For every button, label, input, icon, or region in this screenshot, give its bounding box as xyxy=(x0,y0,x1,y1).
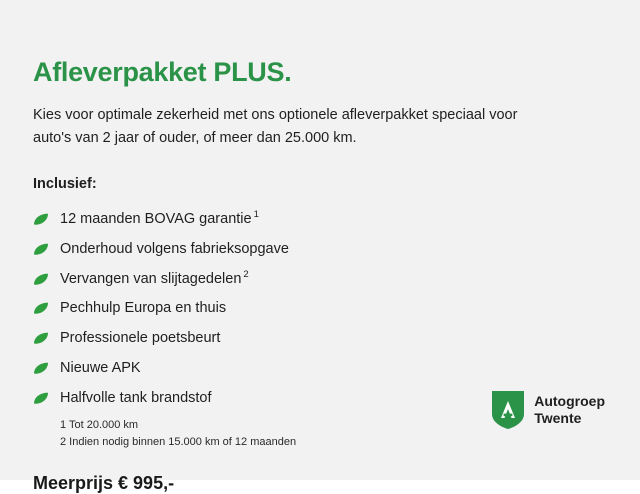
list-item-label: Nieuwe APK xyxy=(60,359,141,376)
list-item-label: Halfvolle tank brandstof xyxy=(60,389,212,406)
list-item xyxy=(33,321,593,351)
list-item-label: Pechhulp Europa en thuis xyxy=(60,300,227,317)
list-item-label: Professionele poetsbeurt xyxy=(60,330,221,347)
price-label: Meerprijs € 995,- xyxy=(33,472,175,493)
footnote-2: 2 Indien nodig binnen 15.000 km of 12 maanden xyxy=(60,435,297,448)
leaf-icon xyxy=(33,298,49,311)
leaf-icon xyxy=(33,239,49,252)
list-item xyxy=(33,351,593,381)
brand-name-line2: Twente xyxy=(534,410,582,426)
intro-paragraph: Kies voor optimale zekerheid met ons optionele afleverpakket speciaal voor auto's van 2 jaar of ouder, of meer dan 25.000 km. xyxy=(33,107,518,146)
leaf-icon xyxy=(33,388,49,401)
leaf-icon xyxy=(33,269,49,282)
list-item-footnote-ref: 2 xyxy=(243,268,249,280)
list-item xyxy=(33,202,593,232)
shield-icon xyxy=(491,390,525,430)
brand-logo xyxy=(491,390,605,430)
list-item-label: Onderhoud volgens fabrieksopgave xyxy=(60,240,289,257)
brand-name-line1: Autogroep xyxy=(534,393,605,409)
brand-name xyxy=(534,393,605,427)
list-item xyxy=(33,262,593,292)
list-item-footnote-ref: 1 xyxy=(253,209,259,220)
list-item-label: 12 maanden BOVAG garantie xyxy=(60,210,252,227)
list-item-label: Vervangen van slijtagedelen xyxy=(60,270,242,287)
footnote-1: 1 Tot 20.000 km xyxy=(60,418,139,431)
leaf-icon xyxy=(33,209,49,222)
leaf-icon xyxy=(33,358,49,371)
list-item xyxy=(33,232,593,262)
inclusive-label: Inclusief: xyxy=(33,176,97,192)
page-title: Afleverpakket PLUS. xyxy=(33,57,292,87)
leaf-icon xyxy=(33,328,49,341)
list-item xyxy=(33,291,593,321)
feature-list xyxy=(33,202,593,411)
